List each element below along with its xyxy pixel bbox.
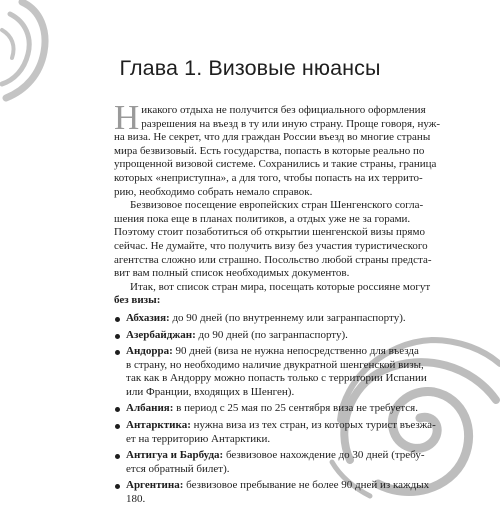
decorative-swirl-top-left bbox=[0, 0, 80, 110]
list-item bbox=[114, 329, 387, 343]
paragraph-list-intro bbox=[114, 280, 431, 308]
text-line: шения пока еще в планах политиков, а отдых уже не за горами. bbox=[114, 212, 411, 225]
country-detail: нужна виза из тех стран, из которых турист въезжа- bbox=[193, 419, 436, 432]
country-name: Албания: bbox=[126, 402, 174, 415]
list-item bbox=[114, 402, 418, 416]
country-detail: 180. bbox=[126, 493, 146, 506]
bullet-icon bbox=[115, 317, 120, 322]
list-item bbox=[114, 345, 427, 399]
text-line: упрощенной визовой системе. Сохранились и такие страны, граница bbox=[114, 158, 437, 171]
body-text bbox=[114, 98, 441, 510]
paragraph-schengen bbox=[114, 199, 432, 281]
bullet-icon bbox=[115, 407, 120, 412]
country-detail: безвизовое пребывание не более 90 дней из каждых bbox=[186, 479, 430, 492]
text-line: Итак, вот список стран мира, посещать которые россияне могут bbox=[130, 280, 431, 293]
chapter-title: Глава 1. Визовые нюансы bbox=[119, 56, 381, 80]
country-detail: до 90 дней (по внутреннему или загранпаспорту). bbox=[172, 311, 406, 324]
text-line: рию, необходимо собрать немало справок. bbox=[114, 185, 313, 198]
visa-free-country-list bbox=[114, 311, 436, 507]
country-detail: так как в Андорру можно попасть только с территории Испании bbox=[126, 372, 427, 385]
list-item bbox=[114, 419, 436, 446]
bullet-icon bbox=[115, 334, 120, 339]
text-line: на виза. Не секрет, что для граждан России въезд во многие страны bbox=[114, 131, 431, 144]
bold-phrase: без визы: bbox=[114, 294, 161, 307]
text-line bbox=[114, 294, 387, 308]
country-detail: или Франции, входящих в Шенген). bbox=[126, 385, 295, 398]
bullet-icon bbox=[115, 484, 120, 489]
country-name: Аргентина: bbox=[126, 479, 184, 492]
intro-paragraph bbox=[114, 98, 441, 199]
bullet-icon bbox=[115, 454, 120, 459]
bullet-icon bbox=[115, 424, 120, 429]
text-line: Поэтому стоит позаботиться об открытии шенгенской визы прямо bbox=[114, 226, 425, 239]
text-line: сейчас. Не думайте, что получить визу без участия туристического bbox=[114, 239, 428, 252]
country-detail: ется обратный билет). bbox=[126, 462, 230, 475]
country-name: Антигуа и Барбуда: bbox=[126, 449, 224, 462]
country-name: Антарктика: bbox=[126, 419, 191, 432]
country-detail: 90 дней (виза не нужна непосредственно для въезда bbox=[175, 345, 419, 358]
text-line: агентства сложно или страшно. Посольство любой страны предста- bbox=[114, 253, 432, 266]
country-name: Абхазия: bbox=[126, 311, 170, 324]
bullet-icon bbox=[115, 350, 120, 355]
text-line: которых «неприступна», а для того, чтобы попасть на их террито- bbox=[114, 171, 423, 184]
country-detail: в страну, но необходимо наличие двукратной шенгенской визы, bbox=[126, 358, 424, 371]
text-line: вит вам полный список необходимых документов. bbox=[114, 267, 350, 280]
country-detail: безвизовое нахождение до 30 дней (требу- bbox=[225, 449, 425, 462]
drop-cap: Н bbox=[114, 98, 140, 137]
country-name: Андорра: bbox=[126, 345, 173, 358]
text-line: Безвизовое посещение европейских стран Шенгенского согла- bbox=[130, 199, 424, 212]
country-detail: ет на территорию Антарктики. bbox=[126, 432, 271, 445]
list-item bbox=[114, 449, 425, 476]
text-line: икакого отдыха не получится без официального оформления bbox=[141, 104, 426, 116]
list-item bbox=[114, 311, 406, 326]
country-detail: до 90 дней (по загранпаспорту). bbox=[198, 328, 348, 341]
text-line: мира безвизовый. Есть государства, попасть в которые реально по bbox=[114, 144, 425, 157]
country-detail: в период с 25 мая по 25 сентября виза не требуется. bbox=[176, 402, 418, 415]
list-item bbox=[114, 479, 430, 506]
text-line: разрешения на въезд в ту или иную страну. Проще говоря, нуж- bbox=[141, 117, 441, 130]
country-name: Азербайджан: bbox=[126, 328, 196, 341]
